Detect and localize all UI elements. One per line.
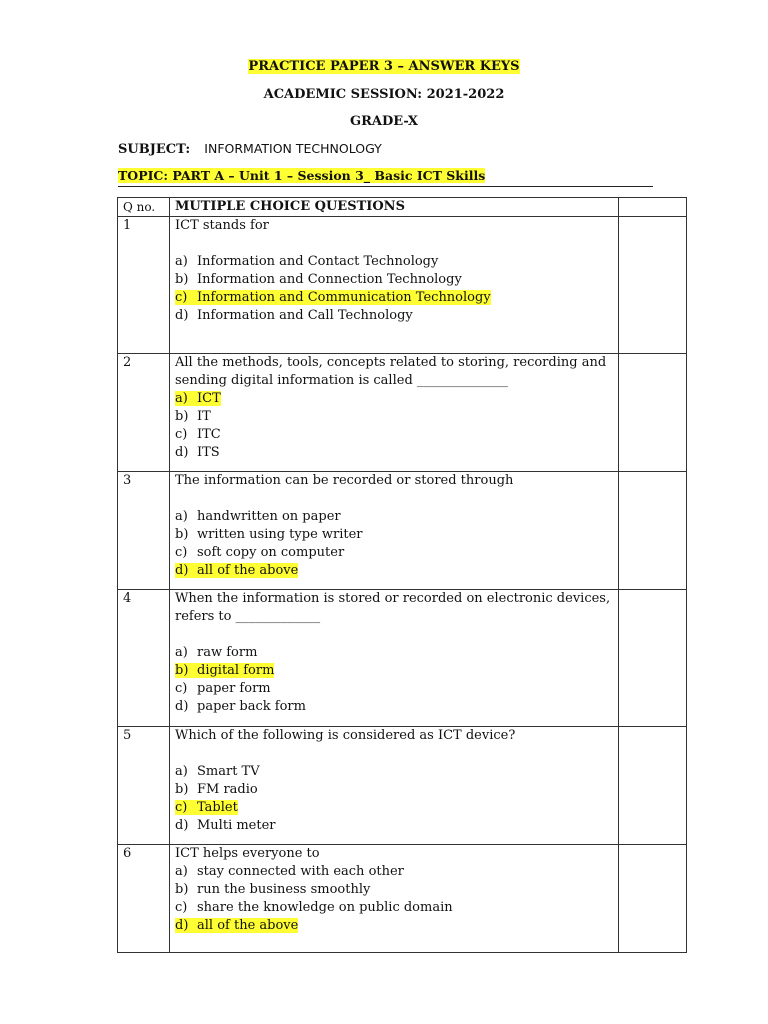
mcq-table bbox=[117, 197, 687, 953]
option-letter: a) bbox=[175, 509, 188, 524]
correct-answer-highlight bbox=[175, 663, 274, 678]
question-spacer bbox=[175, 745, 613, 763]
options-list bbox=[175, 390, 613, 462]
option-text: Tablet bbox=[197, 800, 238, 815]
option-text: paper form bbox=[197, 681, 271, 696]
column-header-qno: Q no. bbox=[118, 198, 170, 217]
options-list bbox=[175, 763, 613, 835]
marks-cell bbox=[619, 472, 687, 590]
option-text: stay connected with each other bbox=[197, 864, 404, 879]
option-content bbox=[175, 882, 370, 897]
subject-row bbox=[118, 141, 382, 157]
option-letter: b) bbox=[175, 663, 189, 678]
question-spacer bbox=[175, 490, 613, 508]
subject-label: SUBJECT: bbox=[118, 142, 191, 157]
question-cell bbox=[170, 727, 619, 845]
question-spacer bbox=[175, 626, 613, 644]
option-letter: b) bbox=[175, 409, 189, 424]
option-content bbox=[175, 645, 257, 660]
question-number: 4 bbox=[118, 590, 170, 727]
question-number: 1 bbox=[118, 217, 170, 354]
option-letter: c) bbox=[175, 681, 188, 696]
option-content bbox=[175, 527, 363, 542]
option-letter: a) bbox=[175, 254, 188, 269]
option-text: ITC bbox=[197, 427, 221, 442]
question-text: The information can be recorded or stored through bbox=[175, 473, 514, 488]
question-cell bbox=[170, 472, 619, 590]
option-item bbox=[175, 444, 613, 462]
option-text: all of the above bbox=[197, 563, 299, 578]
option-item bbox=[175, 253, 613, 271]
option-text: run the business smoothly bbox=[197, 882, 371, 897]
option-text: Smart TV bbox=[197, 764, 260, 779]
question-number: 5 bbox=[118, 727, 170, 845]
topic-text: TOPIC: PART A – Unit 1 – Session 3_ Basic ICT Skills bbox=[118, 168, 486, 183]
options-list bbox=[175, 863, 613, 935]
option-item bbox=[175, 508, 613, 526]
options-list bbox=[175, 644, 613, 716]
option-content bbox=[175, 409, 211, 424]
option-content bbox=[175, 509, 341, 524]
correct-answer-highlight bbox=[175, 800, 238, 815]
option-letter: c) bbox=[175, 545, 188, 560]
option-content bbox=[175, 272, 462, 287]
option-item bbox=[175, 562, 613, 580]
option-text: Multi meter bbox=[197, 818, 276, 833]
option-text: all of the above bbox=[197, 918, 299, 933]
option-item bbox=[175, 799, 613, 817]
page-title-text: PRACTICE PAPER 3 – ANSWER KEYS bbox=[248, 59, 520, 74]
option-text: ITS bbox=[197, 445, 220, 460]
question-spacer bbox=[175, 235, 613, 253]
question-number: 2 bbox=[118, 354, 170, 472]
option-item bbox=[175, 817, 613, 835]
option-item bbox=[175, 662, 613, 680]
marks-cell bbox=[619, 727, 687, 845]
question-cell bbox=[170, 845, 619, 953]
column-header-extra bbox=[619, 198, 687, 217]
option-text: soft copy on computer bbox=[197, 545, 345, 560]
table-header-row bbox=[118, 198, 687, 217]
option-item bbox=[175, 680, 613, 698]
option-letter: d) bbox=[175, 818, 189, 833]
option-item bbox=[175, 899, 613, 917]
option-letter: b) bbox=[175, 882, 189, 897]
option-item bbox=[175, 526, 613, 544]
topic-row bbox=[118, 168, 485, 183]
correct-answer-highlight bbox=[175, 391, 221, 406]
option-letter: a) bbox=[175, 645, 188, 660]
option-letter: d) bbox=[175, 699, 189, 714]
correct-answer-highlight bbox=[175, 563, 298, 578]
question-cell bbox=[170, 354, 619, 472]
option-content bbox=[175, 427, 221, 442]
option-text: ICT bbox=[197, 391, 221, 406]
question-number: 6 bbox=[118, 845, 170, 953]
option-item bbox=[175, 271, 613, 289]
marks-cell bbox=[619, 845, 687, 953]
option-text: paper back form bbox=[197, 699, 306, 714]
option-letter: b) bbox=[175, 527, 189, 542]
option-letter: a) bbox=[175, 391, 188, 406]
question-text: ICT helps everyone to bbox=[175, 846, 320, 861]
page-title bbox=[0, 59, 768, 74]
option-content bbox=[175, 900, 453, 915]
options-list bbox=[175, 508, 613, 580]
option-text: Information and Call Technology bbox=[197, 308, 413, 323]
question-number: 3 bbox=[118, 472, 170, 590]
question-text: Which of the following is considered as ICT device? bbox=[175, 728, 516, 743]
grade-label: GRADE-X bbox=[350, 114, 418, 129]
marks-cell bbox=[619, 217, 687, 354]
option-item bbox=[175, 390, 613, 408]
question-row bbox=[118, 472, 687, 590]
option-letter: c) bbox=[175, 427, 188, 442]
option-letter: d) bbox=[175, 445, 189, 460]
question-text: All the methods, tools, concepts related to storing, recording and sending digital information is called ______________ bbox=[175, 355, 607, 388]
option-content bbox=[175, 818, 276, 833]
option-letter: d) bbox=[175, 308, 189, 323]
option-text: handwritten on paper bbox=[197, 509, 341, 524]
topic-underline bbox=[118, 186, 653, 187]
option-letter: c) bbox=[175, 290, 188, 305]
question-text: When the information is stored or recorded on electronic devices, refers to _____________ bbox=[175, 591, 611, 624]
option-item bbox=[175, 863, 613, 881]
question-row bbox=[118, 217, 687, 354]
option-letter: b) bbox=[175, 782, 189, 797]
option-letter: d) bbox=[175, 563, 189, 578]
subject-value: INFORMATION TECHNOLOGY bbox=[204, 141, 382, 156]
option-content bbox=[175, 764, 260, 779]
question-cell bbox=[170, 590, 619, 727]
option-text: share the knowledge on public domain bbox=[197, 900, 453, 915]
question-row bbox=[118, 354, 687, 472]
option-letter: a) bbox=[175, 764, 188, 779]
option-text: Information and Communication Technology bbox=[197, 290, 491, 305]
question-row bbox=[118, 590, 687, 727]
option-item bbox=[175, 289, 613, 307]
marks-cell bbox=[619, 354, 687, 472]
correct-answer-highlight bbox=[175, 290, 491, 305]
option-content bbox=[175, 681, 271, 696]
option-text: FM radio bbox=[197, 782, 258, 797]
option-content bbox=[175, 254, 438, 269]
option-text: Information and Connection Technology bbox=[197, 272, 462, 287]
question-text: ICT stands for bbox=[175, 218, 269, 233]
mcq-table-body bbox=[118, 217, 687, 953]
option-item bbox=[175, 781, 613, 799]
correct-answer-highlight bbox=[175, 918, 298, 933]
option-item bbox=[175, 644, 613, 662]
option-text: written using type writer bbox=[197, 527, 363, 542]
question-cell bbox=[170, 217, 619, 354]
option-item bbox=[175, 881, 613, 899]
option-item bbox=[175, 544, 613, 562]
marks-cell bbox=[619, 590, 687, 727]
option-item bbox=[175, 426, 613, 444]
option-text: IT bbox=[197, 409, 211, 424]
option-letter: b) bbox=[175, 272, 189, 287]
option-text: Information and Contact Technology bbox=[197, 254, 439, 269]
options-list bbox=[175, 253, 613, 325]
option-item bbox=[175, 917, 613, 935]
option-content bbox=[175, 864, 404, 879]
option-item bbox=[175, 408, 613, 426]
option-content bbox=[175, 782, 258, 797]
option-content bbox=[175, 545, 344, 560]
option-item bbox=[175, 698, 613, 716]
option-item bbox=[175, 763, 613, 781]
option-content bbox=[175, 445, 220, 460]
column-header-questions: MUTIPLE CHOICE QUESTIONS bbox=[170, 198, 619, 217]
option-text: raw form bbox=[197, 645, 258, 660]
option-content bbox=[175, 699, 306, 714]
option-letter: c) bbox=[175, 900, 188, 915]
option-letter: d) bbox=[175, 918, 189, 933]
option-content bbox=[175, 308, 413, 323]
option-letter: c) bbox=[175, 800, 188, 815]
question-row bbox=[118, 727, 687, 845]
question-row bbox=[118, 845, 687, 953]
option-letter: a) bbox=[175, 864, 188, 879]
option-item bbox=[175, 307, 613, 325]
academic-session: ACADEMIC SESSION: 2021-2022 bbox=[263, 87, 505, 102]
option-text: digital form bbox=[197, 663, 275, 678]
